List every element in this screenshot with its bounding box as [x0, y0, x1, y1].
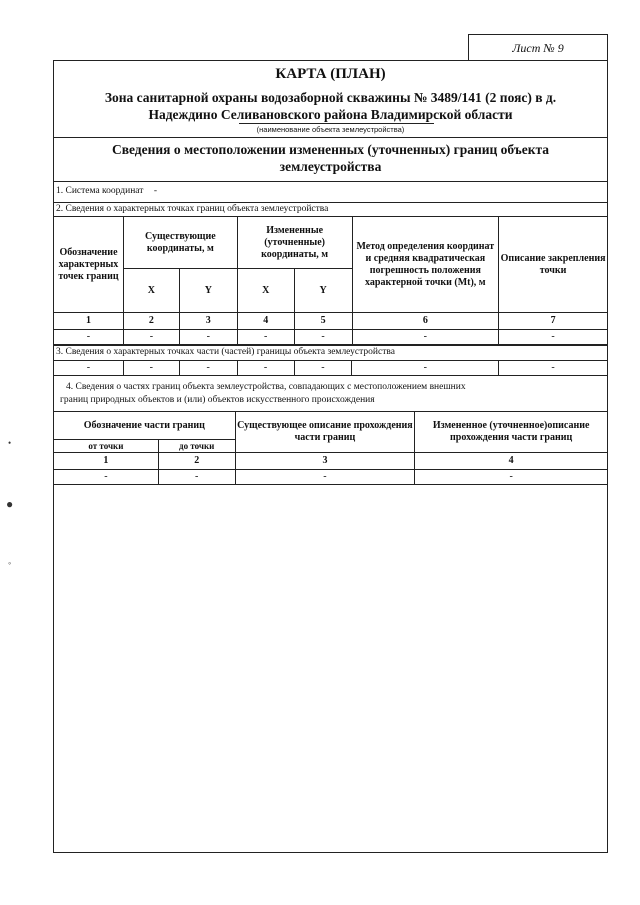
table-cell: - — [237, 361, 294, 376]
column-number: 1 — [54, 313, 124, 330]
object-name-caption: (наименование объекта землеустройства) — [256, 125, 405, 134]
table-cell: - — [179, 330, 237, 345]
part-designation-header: Обозначение части границ — [54, 412, 236, 440]
column-number: 3 — [179, 313, 237, 330]
table-cell: - — [294, 361, 352, 376]
column-number: 4 — [237, 313, 294, 330]
coordinate-system-value: - — [153, 186, 157, 196]
characteristic-points-table — [53, 216, 608, 345]
scan-mark: ◦ — [8, 558, 12, 568]
changed-y-header: Y — [294, 269, 352, 313]
divider — [54, 202, 607, 203]
to-point-header: до точки — [158, 440, 235, 453]
table-cell: - — [54, 330, 124, 345]
sheet-number: Лист № 9 — [468, 34, 608, 60]
column-number: 7 — [499, 313, 608, 330]
column-number: 5 — [294, 313, 352, 330]
table-cell: - — [415, 470, 608, 485]
section4-label-line-2: границ природных объектов и (или) объектов искусственного происхождения — [60, 395, 375, 405]
column-number: 6 — [352, 313, 499, 330]
column-number: 3 — [235, 453, 415, 470]
table-cell: - — [352, 330, 499, 345]
table-cell: - — [294, 330, 352, 345]
section4-label — [60, 381, 600, 407]
object-name — [54, 89, 607, 123]
table-cell: - — [54, 361, 124, 376]
table-cell: - — [235, 470, 415, 485]
description-header: Описание закрепления точки — [499, 217, 608, 313]
method-header: Метод определения координат и средняя квадратическая погрешность положения характерной точки (Mt), м — [352, 217, 499, 313]
existing-coords-header: Существующие координаты, м — [123, 217, 237, 269]
natural-boundaries-table — [53, 411, 608, 485]
section4-label-line-1: 4. Сведения о частях границ объекта землеустройства, совпадающих с местоположением внешних — [66, 382, 466, 392]
designation-header: Обозначение характерных точек границ — [54, 217, 124, 313]
table-cell: - — [54, 470, 159, 485]
scan-mark: ● — [6, 497, 14, 511]
table-cell: - — [123, 330, 179, 345]
coordinate-system-label: 1. Система координат — [56, 186, 144, 196]
table-cell: - — [352, 361, 499, 376]
existing-description-header: Существующее описание прохождения части границ — [235, 412, 415, 453]
table-cell: - — [179, 361, 237, 376]
column-number: 4 — [415, 453, 608, 470]
document-frame — [53, 60, 608, 853]
divider — [54, 345, 607, 346]
table-cell: - — [499, 330, 608, 345]
section-heading-line-1: Сведения о местоположении измененных (уточненных) границ объекта — [111, 142, 550, 157]
section-heading-line-2: землеустройства — [279, 159, 382, 174]
column-number: 2 — [158, 453, 235, 470]
divider — [54, 137, 607, 138]
boundary-part-points-table — [53, 360, 608, 376]
scan-mark: • — [8, 438, 12, 448]
object-name-line-2: Надеждино Селивановского района Владимирской области — [148, 107, 513, 122]
section-heading — [54, 141, 607, 175]
divider — [54, 181, 607, 182]
changed-description-header: Измененное (уточненное)описание прохождения части границ — [415, 412, 608, 453]
existing-x-header: X — [123, 269, 179, 313]
table-cell: - — [158, 470, 235, 485]
changed-x-header: X — [237, 269, 294, 313]
caption-underline — [239, 123, 434, 124]
document-title: КАРТА (ПЛАН) — [275, 66, 386, 82]
changed-coords-header: Измененные (уточненные) координаты, м — [237, 217, 352, 269]
object-name-line-1: Зона санитарной охраны водозаборной скважины № 3489/141 (2 пояс) в д. — [104, 90, 557, 105]
from-point-header: от точки — [54, 440, 159, 453]
table-cell: - — [237, 330, 294, 345]
coordinate-system-row — [56, 186, 157, 196]
column-number: 1 — [54, 453, 159, 470]
table-cell: - — [123, 361, 179, 376]
table-cell: - — [499, 361, 608, 376]
section2-label: 2. Сведения о характерных точках границ объекта землеустройства — [56, 204, 329, 214]
existing-y-header: Y — [179, 269, 237, 313]
section3-label: 3. Сведения о характерных точках части (частей) границы объекта землеустройства — [56, 347, 395, 357]
column-number: 2 — [123, 313, 179, 330]
